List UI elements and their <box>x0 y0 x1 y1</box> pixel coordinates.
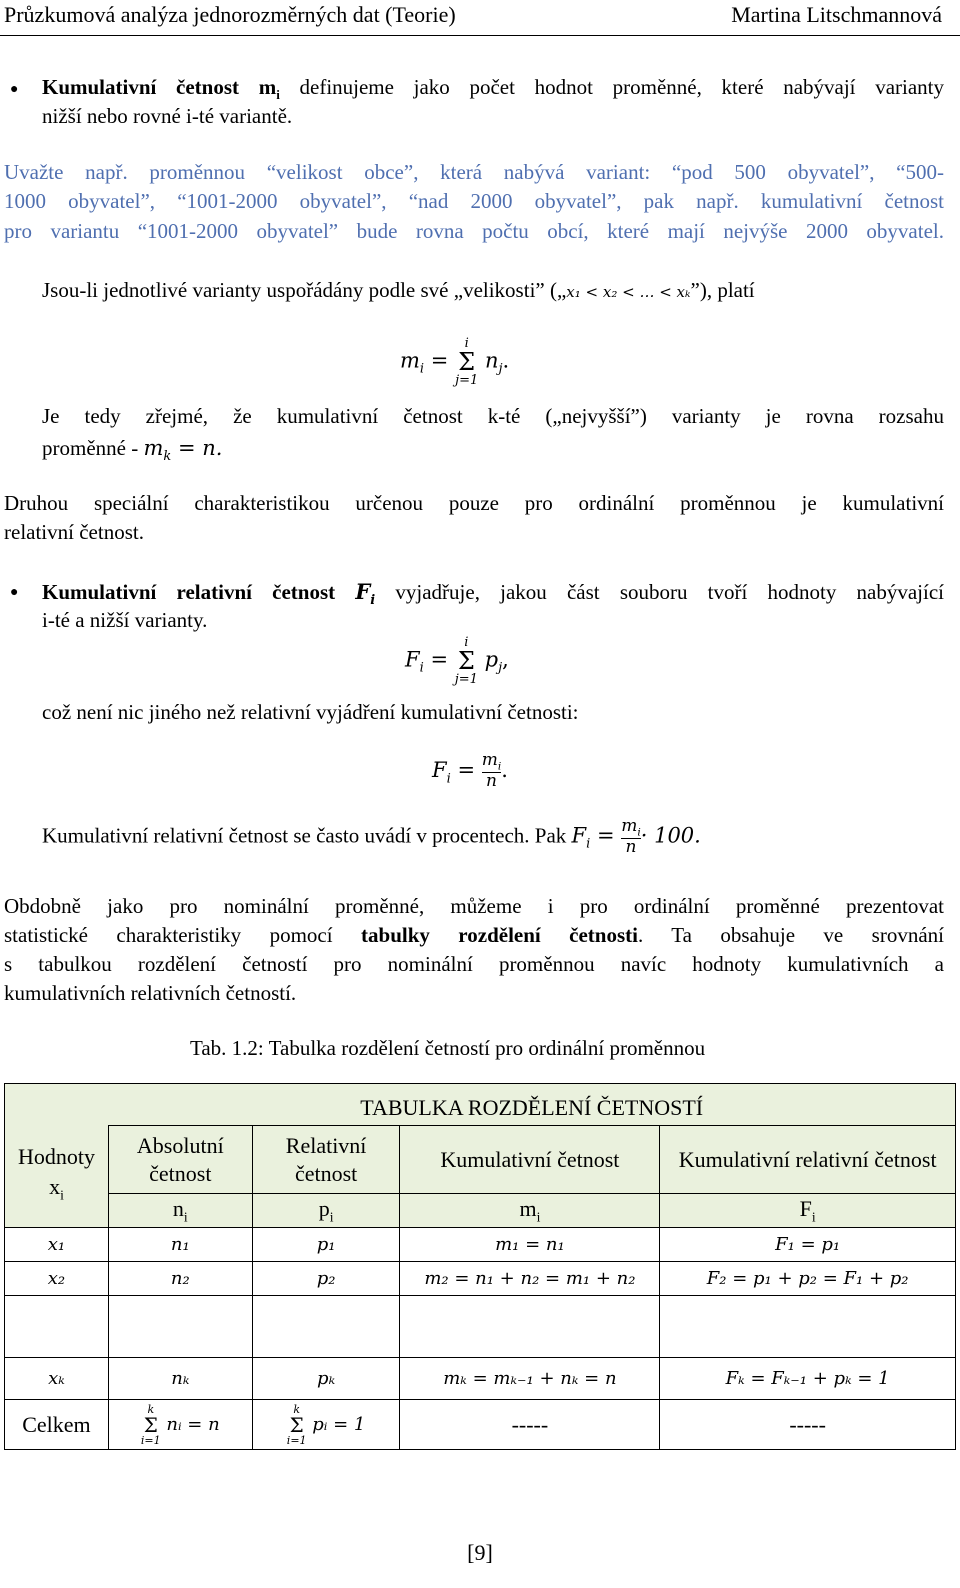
col-header-cumulative-relative: Kumulativní relativní četnost <box>660 1126 956 1194</box>
order-prefix: Jsou-li jednotlivé varianty uspořádány podle své „velikosti” („ <box>42 278 567 302</box>
cell-F: F₁ = p₁ <box>660 1228 956 1262</box>
cell-n: n₁ <box>108 1228 252 1262</box>
example-line2: 1000 obyvatel”, “1001-2000 obyvatel”, “nad 2000 obyvatel”, pak např. kumulativní četnost <box>4 189 944 213</box>
bullet-icon: ● <box>10 82 19 97</box>
order-expr: x₁ < x₂ < … < xₖ <box>566 283 691 301</box>
bullet1-text: definujeme jako počet hodnot proměnné, které nabývají varianty <box>279 75 944 99</box>
cell-n: n₂ <box>108 1262 252 1296</box>
header-author: Martina Litschmannová <box>731 2 942 27</box>
header-title: Průzkumová analýza jednorozměrných dat (Teorie) <box>4 2 456 27</box>
table-total-row <box>5 1400 956 1450</box>
cell-x: xₖ <box>5 1358 109 1400</box>
cell-F: Fₖ = Fₖ₋₁ + pₖ = 1 <box>660 1358 956 1400</box>
cell-m: m₂ = n₁ + n₂ = m₁ + n₂ <box>400 1262 660 1296</box>
formula-Fi-frac: $F_i$ = $\frac{m_i}{n}$ . <box>432 750 508 792</box>
another-line1: Druhou speciální charakteristikou určenou pouze pro ordinální proměnnou je kumulativní <box>4 491 944 515</box>
sum-symbol: i Σ j=1 <box>454 635 478 687</box>
obvious-line1: Je tedy zřejmé, že kumulativní četnost k-té („nejvyšší”) varianty je rovna rozsahu <box>42 404 944 428</box>
total-p: k Σ i=1 pᵢ = 1 <box>252 1400 400 1450</box>
cell-p: p₁ <box>252 1228 400 1262</box>
table-title: TABULKA ROZDĚLENÍ ČETNOSTÍ <box>108 1084 955 1126</box>
total-F: ----- <box>660 1400 956 1450</box>
formula-Fi-sum: $F_i$ = i Σ j=1 $p_j$, <box>405 635 509 687</box>
bullet2-bold: Kumulativní relativní četnost $F_i$ <box>42 579 376 609</box>
fraction: $\frac{m_i}{n}$ <box>621 816 641 858</box>
cell-p: p₂ <box>252 1262 400 1296</box>
table-row <box>5 1358 956 1400</box>
table-row <box>5 1228 956 1262</box>
frequency-table <box>4 1083 956 1450</box>
order-suffix: ”), platí <box>690 278 755 302</box>
sym-F: $F_i$ <box>660 1194 956 1228</box>
sum-symbol: i Σ j=1 <box>455 336 479 388</box>
cell-m: m₁ = n₁ <box>400 1228 660 1262</box>
order-sentence <box>42 276 755 307</box>
similar-line4: kumulativních relativních četností. <box>4 981 297 1005</box>
cell-x: x₂ <box>5 1262 109 1296</box>
example-line3: pro variantu “1001-2000 obyvatel” bude rovna počtu obcí, které mají nejvýše 2000 obyvatel. <box>4 219 944 243</box>
cell-n: nₖ <box>108 1358 252 1400</box>
table-row <box>5 1262 956 1296</box>
fraction: $\frac{m_i}{n}$ <box>481 750 502 792</box>
bullet1-bold: Kumulativní četnost $m_i$ <box>42 75 280 103</box>
total-label: Celkem <box>5 1400 109 1450</box>
which-sentence: což není nic jiného než relativní vyjádření kumulativní četnosti: <box>42 700 579 724</box>
col-header-absolute: Absolutní četnost <box>108 1126 252 1194</box>
bullet1-line2: nižší nebo rovné i-té variantě. <box>42 104 293 128</box>
similar-line2: statistické charakteristiky pomocí tabulky rozdělení četnosti. Ta obsahuje ve srovnání <box>4 923 944 947</box>
bullet2-line1: Kumulativní relativní četnost $F_i$ vyjadřuje, jakou část souboru tvoří hodnoty nabývající <box>42 579 944 609</box>
formula-mi: $m_i$ = i Σ j=1 $n_j$. <box>400 336 510 388</box>
table-row-empty <box>5 1296 956 1358</box>
sym-m: $m_i$ <box>400 1194 660 1228</box>
similar-line1: Obdobně jako pro nominální proměnné, můžeme i pro ordinální proměnné prezentovat <box>4 894 944 918</box>
obvious-line2: proměnné - $m_k = n$. <box>42 436 223 465</box>
table-caption: Tab. 1.2: Tabulka rozdělení četností pro ordinální proměnnou <box>190 1036 706 1060</box>
bullet2-line2: i-té a nižší varianty. <box>42 608 208 632</box>
similar-line3: s tabulkou rozdělení četností pro nominální proměnnou navíc hodnoty kumulativních a <box>4 952 944 976</box>
total-m: ----- <box>400 1400 660 1450</box>
cell-m: mₖ = mₖ₋₁ + nₖ = n <box>400 1358 660 1400</box>
total-n: k Σ i=1 nᵢ = n <box>108 1400 252 1450</box>
cell-x: x₁ <box>5 1228 109 1262</box>
col-header-relative: Relativní četnost <box>252 1126 400 1194</box>
sym-p: $p_i$ <box>252 1194 400 1228</box>
bullet-icon: ● <box>10 585 19 600</box>
col-header-values: Hodnoty $x_i$ <box>5 1126 109 1228</box>
cell-F: F₂ = p₁ + p₂ = F₁ + p₂ <box>660 1262 956 1296</box>
another-line2: relativní četnost. <box>4 520 144 544</box>
example-line1: Uvažte např. proměnnou “velikost obce”, která nabývá variant: “pod 500 obyvatel”, “500- <box>4 160 944 184</box>
cell-p: pₖ <box>252 1358 400 1400</box>
page-number: [9] <box>467 1540 493 1565</box>
header-rule <box>0 35 960 36</box>
percent-sentence: Kumulativní relativní četnost se často uvádí v procentech. Pak $F_i$ = $\frac{m_i}{n}$ · 100. <box>42 816 701 858</box>
col-header-cumulative: Kumulativní četnost <box>400 1126 660 1194</box>
sym-n: $n_i$ <box>108 1194 252 1228</box>
